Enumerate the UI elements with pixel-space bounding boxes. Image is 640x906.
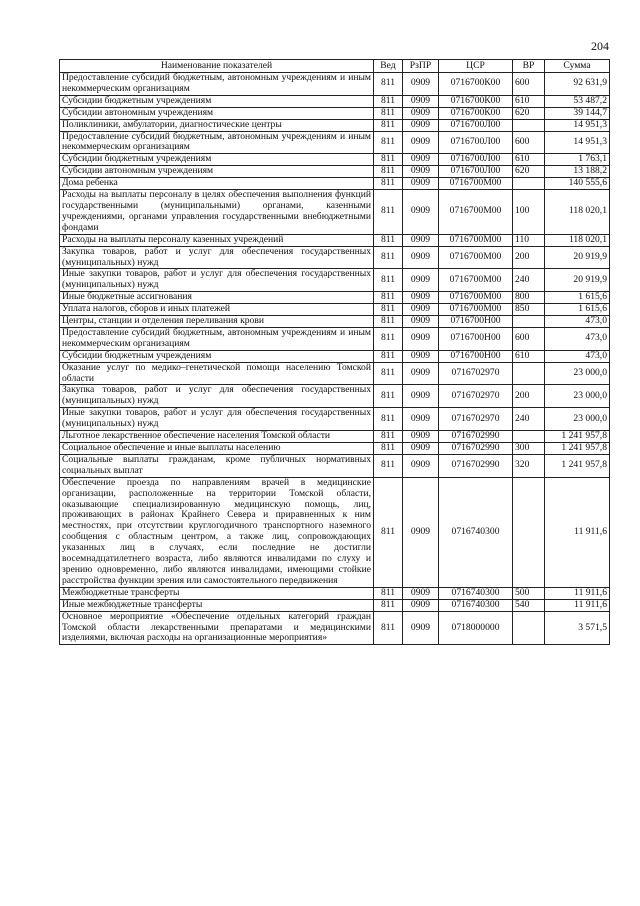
cell-name: Иные закупки товаров, работ и услуг для обеспечения государственных (муниципальных) нужд <box>60 408 374 431</box>
cell-ved: 811 <box>374 131 403 154</box>
cell-name: Основное мероприятие «Обеспечение отдельных категорий граждан Томской области лекарственными препаратами и медицинскими изделиями, включая расходы на организационные мероприятия» <box>60 611 374 645</box>
cell-sum: 92 631,9 <box>545 73 610 96</box>
cell-sum: 20 919,9 <box>545 246 610 269</box>
cell-ved: 811 <box>374 234 403 246</box>
page-number: 204 <box>591 39 609 53</box>
cell-name: Обеспечение проезда по направлениям врачей в медицинские организации, расположенные на территории Томской области, оказывающие специализированную медицинскую помощь, лиц, проживающих в районах Крайнего Севера и приравненных к ним местностях, при отсутствии круглогодичного транспортного наземного сообщения с областным центром, а также лиц, сопровождающих указанных лиц в случаях, если последние не достигли восемнадцатилетнего возраста, либо являются инвалидами по слуху и зрению одновременно, либо являются инвалидами, имеющими стойкие расстройства функции зрения или самостоятельного передвижения <box>60 477 374 587</box>
cell-csr: 0716700Н00 <box>439 327 513 350</box>
cell-csr: 0716700К00 <box>439 107 513 119</box>
cell-name: Закупка товаров, работ и услуг для обеспечения государственных (муниципальных) нужд <box>60 385 374 408</box>
table-row <box>60 107 610 119</box>
cell-ved: 811 <box>374 73 403 96</box>
cell-csr: 0716700М00 <box>439 304 513 316</box>
cell-rzpr: 0909 <box>403 477 439 587</box>
table-row <box>60 73 610 96</box>
cell-sum: 23 000,0 <box>545 408 610 431</box>
cell-rzpr: 0909 <box>403 611 439 645</box>
cell-ved: 811 <box>374 246 403 269</box>
cell-rzpr: 0909 <box>403 234 439 246</box>
cell-sum: 1 241 957,8 <box>545 443 610 455</box>
cell-vr: 240 <box>513 408 545 431</box>
cell-rzpr: 0909 <box>403 316 439 328</box>
cell-rzpr: 0909 <box>403 292 439 304</box>
header-vr: ВР <box>513 60 545 73</box>
cell-vr: 600 <box>513 327 545 350</box>
cell-csr: 0716740300 <box>439 587 513 599</box>
header-rzpr: РзПР <box>403 60 439 73</box>
cell-rzpr: 0909 <box>403 269 439 292</box>
cell-name: Субсидии автономным учреждениям <box>60 166 374 178</box>
cell-name: Оказание услуг по медико–генетической помощи населению Томской области <box>60 362 374 385</box>
table-row <box>60 154 610 166</box>
table-row <box>60 350 610 362</box>
cell-sum: 140 555,6 <box>545 178 610 190</box>
cell-vr: 610 <box>513 350 545 362</box>
cell-rzpr: 0909 <box>403 95 439 107</box>
cell-ved: 811 <box>374 154 403 166</box>
table-row <box>60 477 610 587</box>
cell-sum: 14 951,3 <box>545 119 610 131</box>
cell-ved: 811 <box>374 587 403 599</box>
table-header-row <box>60 60 610 73</box>
cell-vr <box>513 477 545 587</box>
cell-csr: 0716702990 <box>439 454 513 477</box>
cell-name: Субсидии бюджетным учреждениям <box>60 154 374 166</box>
cell-ved: 811 <box>374 385 403 408</box>
cell-rzpr: 0909 <box>403 385 439 408</box>
cell-sum: 1 763,1 <box>545 154 610 166</box>
table-row <box>60 269 610 292</box>
cell-csr: 0716700К00 <box>439 95 513 107</box>
table-row <box>60 178 610 190</box>
table-row <box>60 292 610 304</box>
cell-name: Центры, станции и отделения переливания крови <box>60 316 374 328</box>
cell-ved: 811 <box>374 119 403 131</box>
table-row <box>60 385 610 408</box>
cell-name: Предоставление субсидий бюджетным, автономным учреждениям и иным некоммерческим организациям <box>60 73 374 96</box>
cell-csr: 0716700М00 <box>439 190 513 235</box>
cell-ved: 811 <box>374 443 403 455</box>
cell-name: Иные бюджетные ассигнования <box>60 292 374 304</box>
table-row <box>60 454 610 477</box>
cell-ved: 811 <box>374 107 403 119</box>
cell-ved: 811 <box>374 477 403 587</box>
cell-name: Иные межбюджетные трансферты <box>60 599 374 611</box>
cell-vr: 610 <box>513 95 545 107</box>
cell-ved: 811 <box>374 178 403 190</box>
cell-rzpr: 0909 <box>403 362 439 385</box>
cell-ved: 811 <box>374 408 403 431</box>
cell-vr <box>513 178 545 190</box>
cell-name: Поликлиники, амбулатории, диагностические центры <box>60 119 374 131</box>
cell-vr: 600 <box>513 131 545 154</box>
cell-vr: 620 <box>513 107 545 119</box>
cell-rzpr: 0909 <box>403 443 439 455</box>
cell-ved: 811 <box>374 611 403 645</box>
cell-rzpr: 0909 <box>403 166 439 178</box>
cell-name: Закупка товаров, работ и услуг для обеспечения государственных (муниципальных) нужд <box>60 246 374 269</box>
cell-csr: 0716700Л00 <box>439 166 513 178</box>
cell-rzpr: 0909 <box>403 131 439 154</box>
cell-sum: 14 951,3 <box>545 131 610 154</box>
cell-vr: 800 <box>513 292 545 304</box>
cell-csr: 0716702970 <box>439 385 513 408</box>
cell-name: Субсидии автономным учреждениям <box>60 107 374 119</box>
cell-csr: 0716700Л00 <box>439 119 513 131</box>
cell-sum: 23 000,0 <box>545 362 610 385</box>
cell-ved: 811 <box>374 304 403 316</box>
cell-rzpr: 0909 <box>403 350 439 362</box>
table-row <box>60 190 610 235</box>
cell-rzpr: 0909 <box>403 246 439 269</box>
cell-rzpr: 0909 <box>403 107 439 119</box>
table-row <box>60 362 610 385</box>
cell-ved: 811 <box>374 95 403 107</box>
cell-csr: 0716700Н00 <box>439 350 513 362</box>
table-row <box>60 316 610 328</box>
table-row <box>60 304 610 316</box>
budget-table <box>59 59 610 645</box>
cell-vr: 500 <box>513 587 545 599</box>
cell-name: Предоставление субсидий бюджетным, автономным учреждениям и иным некоммерческим организациям <box>60 131 374 154</box>
cell-sum: 118 020,1 <box>545 234 610 246</box>
cell-csr: 0716700М00 <box>439 178 513 190</box>
cell-sum: 1 241 957,8 <box>545 454 610 477</box>
header-csr: ЦСР <box>439 60 513 73</box>
cell-csr: 0716700М00 <box>439 234 513 246</box>
cell-rzpr: 0909 <box>403 190 439 235</box>
cell-name: Социальные выплаты гражданам, кроме публичных нормативных социальных выплат <box>60 454 374 477</box>
cell-vr: 240 <box>513 269 545 292</box>
cell-sum: 11 911,6 <box>545 599 610 611</box>
cell-name: Субсидии бюджетным учреждениям <box>60 350 374 362</box>
cell-vr <box>513 362 545 385</box>
cell-csr: 0716702990 <box>439 443 513 455</box>
cell-sum: 53 487,2 <box>545 95 610 107</box>
cell-name: Льготное лекарственное обеспечение населения Томской области <box>60 431 374 443</box>
cell-name: Субсидии бюджетным учреждениям <box>60 95 374 107</box>
cell-name: Иные закупки товаров, работ и услуг для обеспечения государственных (муниципальных) нужд <box>60 269 374 292</box>
cell-ved: 811 <box>374 292 403 304</box>
cell-csr: 0716700Л00 <box>439 131 513 154</box>
cell-csr: 0716700М00 <box>439 246 513 269</box>
cell-sum: 11 911,6 <box>545 477 610 587</box>
cell-vr: 110 <box>513 234 545 246</box>
cell-csr: 0716700М00 <box>439 292 513 304</box>
cell-csr: 0716700К00 <box>439 73 513 96</box>
table-body <box>60 73 610 645</box>
cell-name: Уплата налогов, сборов и иных платежей <box>60 304 374 316</box>
cell-sum: 1 241 957,8 <box>545 431 610 443</box>
cell-sum: 118 020,1 <box>545 190 610 235</box>
cell-vr <box>513 611 545 645</box>
table-row <box>60 443 610 455</box>
cell-sum: 39 144,7 <box>545 107 610 119</box>
cell-csr: 0716702990 <box>439 431 513 443</box>
cell-csr: 0716700Л00 <box>439 154 513 166</box>
cell-ved: 811 <box>374 350 403 362</box>
cell-csr: 0716702970 <box>439 362 513 385</box>
table-row <box>60 119 610 131</box>
cell-ved: 811 <box>374 454 403 477</box>
table-row <box>60 95 610 107</box>
cell-rzpr: 0909 <box>403 73 439 96</box>
table-row <box>60 166 610 178</box>
cell-vr: 620 <box>513 166 545 178</box>
cell-name: Социальное обеспечение и иные выплаты населению <box>60 443 374 455</box>
cell-ved: 811 <box>374 190 403 235</box>
table-row <box>60 599 610 611</box>
table-row <box>60 131 610 154</box>
cell-ved: 811 <box>374 316 403 328</box>
table-row <box>60 611 610 645</box>
cell-sum: 23 000,0 <box>545 385 610 408</box>
cell-vr <box>513 431 545 443</box>
cell-rzpr: 0909 <box>403 408 439 431</box>
cell-sum: 473,0 <box>545 316 610 328</box>
cell-vr: 600 <box>513 73 545 96</box>
cell-sum: 11 911,6 <box>545 587 610 599</box>
table-row <box>60 234 610 246</box>
cell-rzpr: 0909 <box>403 587 439 599</box>
cell-vr: 540 <box>513 599 545 611</box>
cell-vr: 100 <box>513 190 545 235</box>
cell-rzpr: 0909 <box>403 431 439 443</box>
cell-vr: 300 <box>513 443 545 455</box>
cell-ved: 811 <box>374 269 403 292</box>
cell-sum: 473,0 <box>545 327 610 350</box>
cell-csr: 0716702970 <box>439 408 513 431</box>
cell-ved: 811 <box>374 431 403 443</box>
cell-csr: 0716700М00 <box>439 269 513 292</box>
cell-sum: 3 571,5 <box>545 611 610 645</box>
cell-vr: 200 <box>513 385 545 408</box>
cell-rzpr: 0909 <box>403 327 439 350</box>
cell-rzpr: 0909 <box>403 154 439 166</box>
cell-rzpr: 0909 <box>403 119 439 131</box>
cell-sum: 20 919,9 <box>545 269 610 292</box>
cell-sum: 1 615,6 <box>545 304 610 316</box>
cell-sum: 13 188,2 <box>545 166 610 178</box>
cell-rzpr: 0909 <box>403 178 439 190</box>
cell-csr: 0716700Н00 <box>439 316 513 328</box>
cell-vr: 850 <box>513 304 545 316</box>
table-row <box>60 246 610 269</box>
cell-csr: 0716740300 <box>439 477 513 587</box>
cell-csr: 0716740300 <box>439 599 513 611</box>
cell-csr: 0718000000 <box>439 611 513 645</box>
cell-sum: 473,0 <box>545 350 610 362</box>
cell-vr: 320 <box>513 454 545 477</box>
cell-rzpr: 0909 <box>403 304 439 316</box>
cell-name: Предоставление субсидий бюджетным, автономным учреждениям и иным некоммерческим организациям <box>60 327 374 350</box>
cell-name: Расходы на выплаты персоналу в целях обеспечения выполнения функций государственными (муниципальными) органами, казенными учреждениями, органами управления государственными внебюджетными фондами <box>60 190 374 235</box>
header-sum: Сумма <box>545 60 610 73</box>
cell-vr <box>513 316 545 328</box>
cell-ved: 811 <box>374 599 403 611</box>
table-row <box>60 431 610 443</box>
cell-rzpr: 0909 <box>403 454 439 477</box>
cell-rzpr: 0909 <box>403 599 439 611</box>
cell-vr <box>513 119 545 131</box>
cell-name: Расходы на выплаты персоналу казенных учреждений <box>60 234 374 246</box>
cell-name: Межбюджетные трансферты <box>60 587 374 599</box>
table-row <box>60 327 610 350</box>
cell-vr: 610 <box>513 154 545 166</box>
header-ved: Вед <box>374 60 403 73</box>
cell-ved: 811 <box>374 327 403 350</box>
cell-sum: 1 615,6 <box>545 292 610 304</box>
cell-name: Дома ребенка <box>60 178 374 190</box>
table-row <box>60 408 610 431</box>
cell-ved: 811 <box>374 166 403 178</box>
header-name: Наименование показателей <box>60 60 374 73</box>
cell-vr: 200 <box>513 246 545 269</box>
cell-ved: 811 <box>374 362 403 385</box>
table-row <box>60 587 610 599</box>
